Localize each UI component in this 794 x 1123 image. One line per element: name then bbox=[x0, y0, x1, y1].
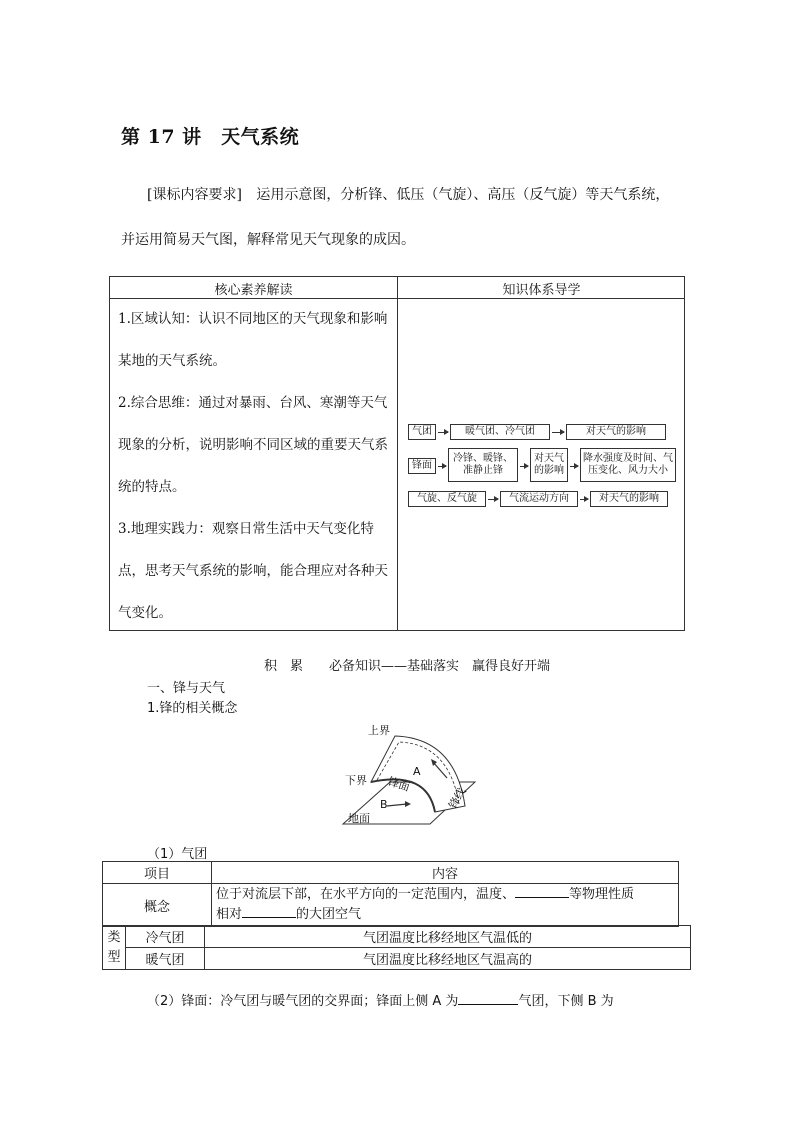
flow-arrow bbox=[488, 499, 498, 500]
fill-blank-2[interactable] bbox=[242, 917, 296, 918]
cell-type bbox=[103, 926, 126, 970]
cell-concept-definition bbox=[212, 884, 679, 927]
header-content: 内容 bbox=[212, 862, 679, 884]
requirement-line-2: 并运用简易天气图，解释常见天气现象的成因。 bbox=[121, 232, 415, 248]
table-row bbox=[103, 884, 679, 927]
requirement-label: [课标内容要求] bbox=[147, 187, 242, 203]
cell-concept: 概念 bbox=[103, 884, 212, 927]
requirement-text-1: 运用示意图，分析锋、低压（气旋）、高压（反气旋）等天气系统， bbox=[256, 187, 670, 203]
flow-arrow bbox=[580, 499, 588, 500]
flow-front-effects: 降水强度及时间、气压变化、风力大小 bbox=[580, 448, 676, 482]
literacy-item-1: 1.区域认知：认识不同地区的天气现象和影响某地的天气系统。 bbox=[118, 311, 388, 369]
front-text-2: 气团，下侧 B 为 bbox=[518, 994, 614, 1009]
front-text-1: （2）锋面：冷气团与暖气团的交界面；锋面上侧 A 为 bbox=[147, 994, 459, 1009]
airmass-concept-table bbox=[102, 861, 679, 927]
table-row bbox=[103, 926, 691, 948]
flow-arrow bbox=[570, 466, 578, 467]
arrow-b-line bbox=[387, 804, 407, 806]
flow-arrow bbox=[438, 466, 446, 467]
literacy-item-2: 2.综合思维：通过对暴雨、台风、寒潮等天气现象的分析，说明影响不同区域的重要天气系统的特点。 bbox=[118, 395, 388, 495]
concept-text-1: 位于对流层下部，在水平方向的一定范围内，温度、 bbox=[216, 887, 516, 902]
table-row bbox=[103, 948, 691, 970]
label-lower-boundary: 下界 bbox=[345, 774, 367, 787]
type-char-2: 型 bbox=[107, 949, 121, 965]
flow-weather-impact-1: 对天气的影响 bbox=[566, 424, 666, 440]
concept-text-3: 相对 bbox=[216, 907, 243, 922]
literacy-item-3: 3.地理实践力：观察日常生活中天气变化特点，思考天气系统的影响，能合理应对各种天气变化。 bbox=[118, 521, 388, 621]
flow-airflow-direction: 气流运动方向 bbox=[500, 491, 578, 507]
cell-cold-desc: 气团温度比移经地区气温低的 bbox=[205, 926, 691, 948]
section-heading-front-weather: 一、锋与天气 bbox=[147, 681, 226, 696]
label-a: A bbox=[413, 765, 421, 778]
fill-blank-3[interactable] bbox=[458, 1004, 518, 1005]
header-item: 项目 bbox=[103, 862, 212, 884]
type-char-1: 类 bbox=[107, 929, 121, 945]
airmass-type-table bbox=[102, 925, 691, 970]
literacy-table bbox=[109, 276, 685, 631]
subheading-front-concepts: 1.锋的相关概念 bbox=[147, 701, 238, 716]
page-title: 第 17 讲 天气系统 bbox=[121, 126, 300, 148]
label-b: B bbox=[380, 798, 388, 811]
cell-warm-airmass: 暖气团 bbox=[126, 948, 205, 970]
flow-arrow bbox=[438, 432, 448, 433]
table-divider-vertical bbox=[397, 277, 398, 630]
core-literacy-list bbox=[118, 298, 393, 634]
flow-arrow bbox=[520, 466, 528, 467]
arrow-b-head bbox=[405, 801, 411, 807]
flow-arrow bbox=[552, 432, 564, 433]
header-knowledge-system: 知识体系导学 bbox=[502, 283, 581, 298]
label-upper-boundary: 上界 bbox=[368, 724, 390, 737]
label-ground: 地面 bbox=[348, 812, 370, 825]
flow-cyclone-anticyclone: 气旋、反气旋 bbox=[408, 491, 486, 507]
header-core-literacy: 核心素养解读 bbox=[214, 283, 293, 298]
flow-warm-cold-airmass: 暖气团、冷气团 bbox=[450, 424, 550, 440]
cell-warm-desc: 气团温度比移经地区气温高的 bbox=[205, 948, 691, 970]
table-row bbox=[103, 862, 679, 884]
concept-text-4: 的大团空气 bbox=[296, 907, 362, 922]
knowledge-flowchart bbox=[408, 424, 680, 519]
concept-text-2: 等物理性质 bbox=[569, 887, 635, 902]
flow-weather-impact-2: 对天气的影响 bbox=[530, 448, 568, 482]
requirement-line-1 bbox=[147, 184, 669, 204]
cell-cold-airmass: 冷气团 bbox=[126, 926, 205, 948]
subheading-airmass: （1）气团 bbox=[147, 847, 208, 862]
label-front-surface: 锋面 bbox=[386, 774, 412, 795]
flow-airmass: 气团 bbox=[408, 424, 436, 440]
flow-front: 锋面 bbox=[408, 458, 436, 474]
flow-front-types: 冷锋、暖锋、准静止锋 bbox=[448, 448, 518, 482]
label-front-line: 锋线 bbox=[446, 785, 469, 812]
front-definition-line bbox=[147, 990, 614, 1009]
section-banner: 积 累 必备知识——基础落实 赢得良好开端 bbox=[264, 659, 551, 674]
fill-blank-1[interactable] bbox=[515, 897, 569, 898]
flow-weather-impact-3: 对天气的影响 bbox=[590, 491, 668, 507]
